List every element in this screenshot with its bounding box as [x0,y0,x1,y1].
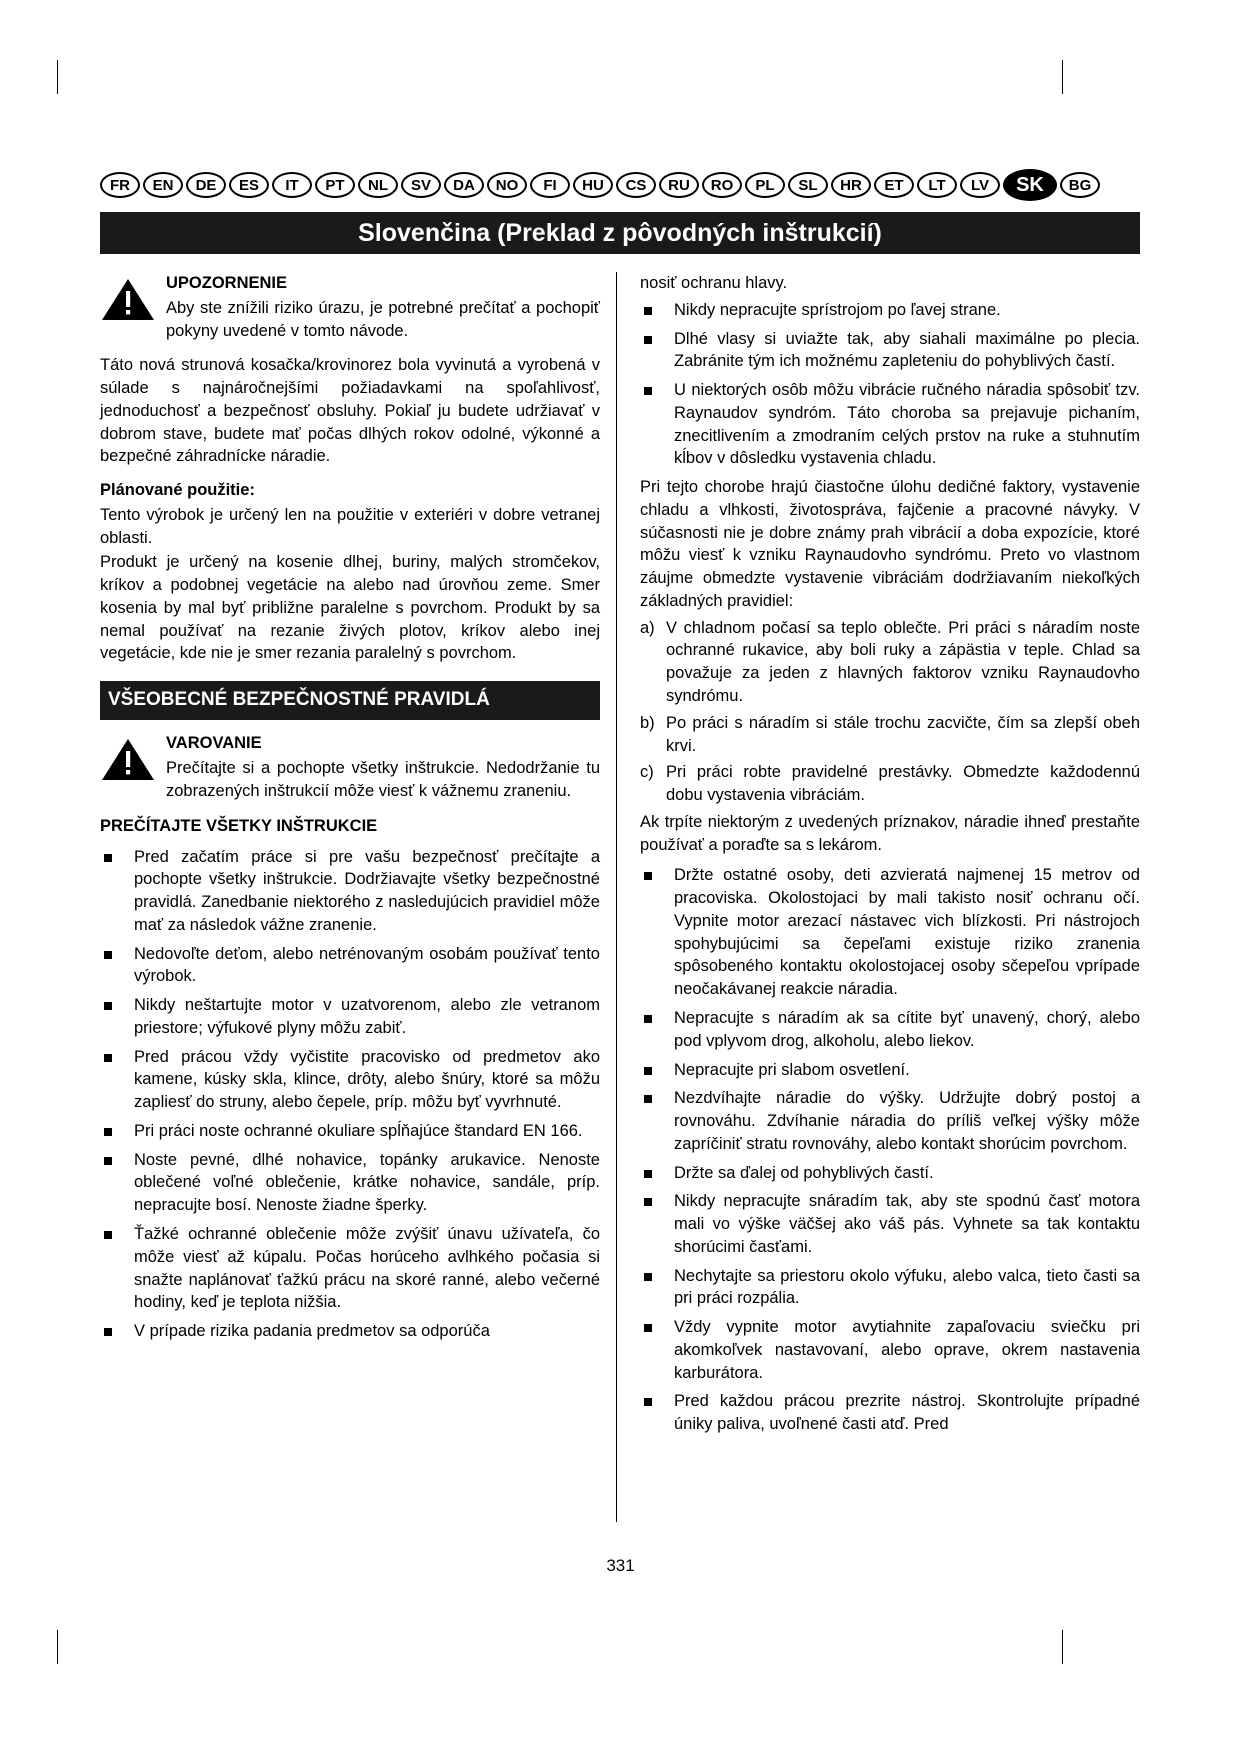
right-bullet-list-bottom [640,864,1140,1436]
list-item: Držte ostatné osoby, deti azvieratá najmenej 15 metrov od pracoviska. Okolostojaci by mali takisto nosiť ochranu očí. Vypnite motor arezací nástavec vich blízkosti. Pri nástrojoch spohybujúcimi sa čepeľami existuje riziko zranenia spôsobeného kontaktu okolostojacej osoby sčepeľou vprípade neočakávanej reakcie náradia. [640,864,1140,1001]
language-tab-de[interactable]: DE [186,172,226,198]
list-item-text: Po práci s náradím si stále trochu zacvičte, čím sa zlepší obeh krvi. [666,713,1140,755]
list-item [640,712,1140,758]
list-item: U niektorých osôb môžu vibrácie ručného náradia spôsobiť tzv. Raynaudov syndróm. Táto choroba sa prejavuje pichaním, znecitlivením a zmodraním celých prstov na ruke a stuhnutím kĺbov v dôsledku vystavenia chladu. [640,379,1140,470]
language-tab-es[interactable]: ES [229,172,269,198]
after-rules-paragraph: Ak trpíte niektorým z uvedených príznakov, náradie ihneď prestaňte používať a poraďte sa s lekárom. [640,812,1140,854]
warning-triangle-icon [100,272,156,329]
list-item: Nepracujte pri slabom osvetlení. [640,1059,1140,1082]
language-tabs[interactable] [100,170,1140,200]
language-tab-no[interactable]: NO [487,172,527,198]
crop-mark-bottom-right-v [1062,1630,1063,1664]
warning-title: VAROVANIE [166,734,262,753]
language-tab-nl[interactable]: NL [358,172,398,198]
left-column [100,272,600,1349]
list-item: Pred prácou vždy vyčistite pracovisko od predmetov ako kamene, kúsky skla, klince, drôty, alebo šnúry, ktoré sa môžu zapliesť do struny, alebo čepele, príp. môžu byť vyvrhnuté. [100,1046,600,1114]
language-tab-pt[interactable]: PT [315,172,355,198]
language-tab-lv[interactable]: LV [960,172,1000,198]
caution-text: Aby ste znížili riziko úrazu, je potrebné prečítať a pochopiť pokyny uvedené v tomto návode. [166,298,600,340]
language-tab-lt[interactable]: LT [917,172,957,198]
list-item: Nezdvíhajte náradie do výšky. Udržujte dobrý postoj a rovnováhu. Zdvíhanie náradia do príliš veľkej výšky môže zapríčiniť stratu rovnováhy, alebo kontakt shorúcim povrchom. [640,1087,1140,1155]
list-item [640,617,1140,708]
list-item: Nedovoľte deťom, alebo netrénovaným osobám používať tento výrobok. [100,943,600,989]
language-tab-hr[interactable]: HR [831,172,871,198]
general-safety-rules-heading: VŠEOBECNÉ BEZPEČNOSTNÉ PRAVIDLÁ [100,681,600,720]
crop-mark-top-left-v [57,60,58,94]
list-item: Vždy vypnite motor avytiahnite zapaľovaciu sviečku pri akomkoľvek nastavovaní, alebo oprave, okrem nastavenia karburátora. [640,1316,1140,1384]
intro-paragraph: Táto nová strunová kosačka/krovinorez bola vyvinutá a vyrobená v súlade s najnáročnejšími požiadavkami na spoľahlivosť, jednoduchosť a bezpečnosť obsluhy. Pokiaľ ju budete udržiavať v dobrom stave, budete mať počas dlhých rokov odolné, výkonné a bezpečné záhradnícke náradie. [100,356,600,466]
list-item: Nechytajte sa priestoru okolo výfuku, alebo valca, tieto časti sa pri práci rozpália. [640,1265,1140,1311]
page-number: 331 [606,1556,635,1575]
list-marker: a) [640,618,655,637]
caution-block [100,272,600,342]
column-divider [616,272,617,1522]
language-tab-et[interactable]: ET [874,172,914,198]
language-tab-it[interactable]: IT [272,172,312,198]
language-tab-en[interactable]: EN [143,172,183,198]
list-marker: c) [640,763,654,782]
crop-mark-top-right-v [1062,60,1063,94]
intended-use-paragraph-2: Produkt je určený na kosenie dlhej, buriny, malých stromčekov, kríkov a podobnej vegetácie na alebo nad úrovňou zeme. Smer kosenia by mal byť približne paralelne s povrchom. Produkt by sa nemal používať na rezanie živých plotov, kríkov alebo inej vegetácie, kde nie je smer rezania paralelný s povrchom. [100,553,600,663]
list-item: Pred každou prácou prezrite nástroj. Skontrolujte prípadné úniky paliva, uvoľnené časti atď. Pred [640,1390,1140,1436]
list-item: Nepracujte s náradím ak sa cítite byť unavený, chorý, alebo pod vplyvom drog, alkoholu, alebo liekov. [640,1007,1140,1053]
list-item: Noste pevné, dlhé nohavice, topánky arukavice. Nenoste oblečené voľné oblečenie, krátke nohavice, sandále, príp. nepracujte bosí. Nenoste žiadne šperky. [100,1149,600,1217]
language-tab-sk[interactable]: SK [1003,169,1057,201]
list-item: Držte sa ďalej od pohyblivých častí. [640,1162,1140,1185]
raynaud-rules-list [640,617,1140,807]
list-item: Nikdy nepracujte snáradím tak, aby ste spodnú časť motora mali vo výške väčšej ako váš pás. Vyhnete sa tak kontaktu shorúcimi časťami. [640,1190,1140,1258]
list-item: Pred začatím práce si pre vašu bezpečnosť prečítajte a pochopte všetky inštrukcie. Dodržiavajte všetky bezpečnostné pravidlá. Zanedbanie niektorého z nasledujúcich pravidiel môže mať za následok vážne zranenie. [100,846,600,937]
language-tab-hu[interactable]: HU [573,172,613,198]
crop-mark-bottom-left-v [57,1630,58,1664]
list-item: Pri práci noste ochranné okuliare spĺňajúce štandard EN 166. [100,1120,600,1143]
list-item-text: Pri práci robte pravidelné prestávky. Obmedzte každodennú dobu vystavenia vibráciám. [666,763,1140,805]
intended-use-paragraph-1: Tento výrobok je určený len na použitie v exteriéri v dobre vetranej oblasti. [100,505,600,547]
right-column [640,272,1140,1442]
list-item: Nikdy nepracujte sprístrojom po ľavej strane. [640,299,1140,322]
list-marker: b) [640,713,655,732]
list-item: Ťažké ochranné oblečenie môže zvýšiť únavu užívateľa, čo môže viesť až kúpalu. Počas horúceho avlhkého počasia si snažte naplánovať ťažkú prácu na skoré ranné, alebo večerné hodiny, keď je teplota nižšia. [100,1223,600,1314]
list-item [640,761,1140,807]
language-tab-sl[interactable]: SL [788,172,828,198]
language-tab-fr[interactable]: FR [100,172,140,198]
read-all-instructions-heading: PREČÍTAJTE VŠETKY INŠTRUKCIE [100,816,378,835]
raynaud-paragraph: Pri tejto chorobe hrajú čiastočne úlohu dedičné faktory, vystavenie chladu a vlhkosti, životospráva, fajčenie a pracovné návyky. V súčasnosti nie je dobre známy prah vibrácií a doba expozície, ktoré môžu viesť k vzniku Raynaudovho syndrómu. Preto vo vlastnom záujme obmedzte vystavenie vibráciám dodržiavaním niekoľkých základných pravidiel: [640,478,1140,610]
warning-block [100,732,600,802]
list-item-text: V chladnom počasí sa teplo oblečte. Pri práci s náradím noste ochranné rukavice, aby boli ruky a zápästia v teple. Chlad sa považuje za jeden z hlavných faktorov vzniku Raynaudovho syndrómu. [666,618,1140,706]
list-item: Nikdy neštartujte motor v uzatvorenom, alebo zle vetranom priestore; výfukové plyny môžu zabiť. [100,994,600,1040]
language-tab-bg[interactable]: BG [1060,172,1100,198]
list-item: V prípade rizika padania predmetov sa odporúča [100,1320,600,1343]
language-tab-pl[interactable]: PL [745,172,785,198]
language-tab-ro[interactable]: RO [702,172,742,198]
left-bullet-list [100,846,600,1343]
page-title: Slovenčina (Preklad z pôvodných inštrukcií) [100,212,1140,254]
intended-use-heading: Plánované použitie: [100,481,255,500]
language-tab-ru[interactable]: RU [659,172,699,198]
language-tab-fi[interactable]: FI [530,172,570,198]
right-bullet-list-top [640,299,1140,470]
language-tab-da[interactable]: DA [444,172,484,198]
language-tab-cs[interactable]: CS [616,172,656,198]
caution-title: UPOZORNENIE [166,274,288,292]
language-tab-sv[interactable]: SV [401,172,441,198]
warning-text: Prečítajte si a pochopte všetky inštrukcie. Nedodržanie tu zobrazených inštrukcií môže viesť k vážnemu zraneniu. [166,759,600,800]
warning-triangle-icon-2 [100,732,156,789]
list-item: Dlhé vlasy si uviažte tak, aby siahali maximálne po plecia. Zabránite tým ich možnému zapleteniu do pohyblivých častí. [640,328,1140,374]
continuation-text: nosiť ochranu hlavy. [640,274,788,292]
